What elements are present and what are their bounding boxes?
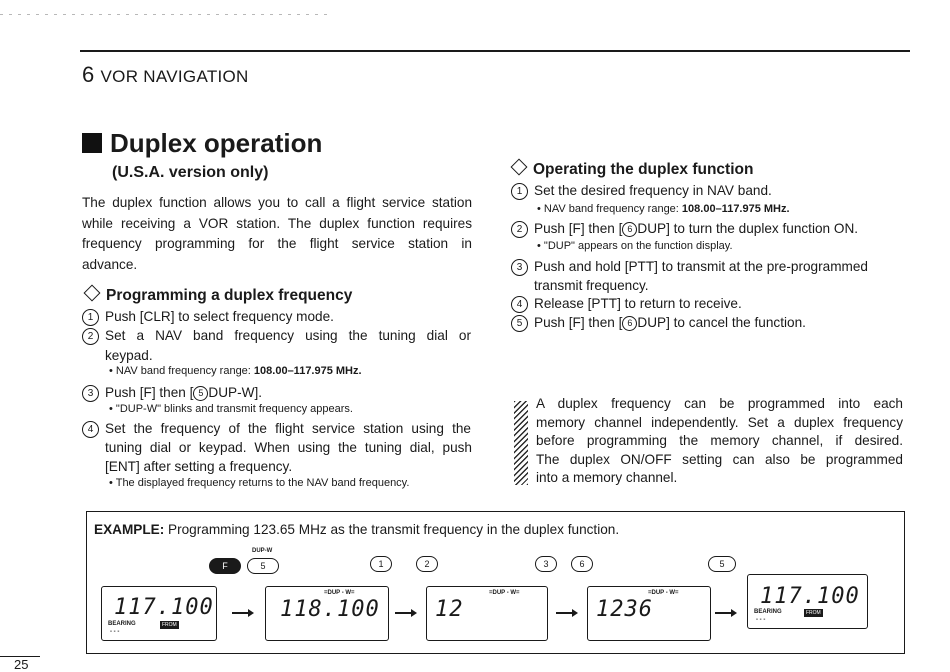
- key-3-icon: 3: [535, 556, 557, 572]
- chapter-number: 6: [82, 62, 95, 87]
- note-hatch-icon: [514, 401, 528, 485]
- section-title: Duplex operation: [82, 128, 322, 159]
- note-block: [514, 395, 904, 491]
- prog-step-4-sub: • The displayed frequency returns to the NAV band frequency.: [109, 477, 410, 489]
- key-5-icon: 5: [708, 556, 736, 572]
- lcd-display-3: =DUP - W= 12: [426, 586, 548, 641]
- programming-heading: Programming a duplex frequency: [82, 287, 352, 305]
- section-subtitle: (U.S.A. version only): [112, 164, 269, 181]
- op-step-2-sub: • "DUP" appears on the function display.: [537, 240, 733, 252]
- prog-step-4-cont: tuning dial or keypad. When using the tuning dial, push: [105, 440, 472, 455]
- example-caption: EXAMPLE: Programming 123.65 MHz as the transmit frequency in the duplex function.: [94, 522, 620, 537]
- operating-heading: Operating the duplex function: [509, 161, 753, 179]
- prog-step-2-sub: • NAV band frequency range: 108.00–117.975 MHz.: [109, 365, 362, 377]
- lcd-display-1: 117.100 BEARING - - - FROM: [101, 586, 217, 641]
- prog-step-3-sub: • "DUP-W" blinks and transmit frequency appears.: [109, 403, 353, 415]
- op-step-5: 5 Push [F] then [ 6 DUP] to cancel the function.: [511, 313, 806, 332]
- section-square-icon: [82, 133, 102, 153]
- op-step-2: 2 Push [F] then [ 6 DUP] to turn the duplex function ON.: [511, 219, 858, 238]
- key-1-icon: 1: [370, 556, 392, 572]
- arrow-icon: [556, 612, 576, 614]
- prog-step-2-cont: keypad.: [105, 348, 153, 363]
- lcd-display-5: 117.100 BEARING - - - FROM: [747, 574, 868, 629]
- arrow-icon: [395, 612, 415, 614]
- prog-step-3: 3 Push [F] then [ 5 DUP-W].: [82, 383, 262, 402]
- scan-noise: [0, 14, 330, 15]
- dupw-key-label: DUP-W: [252, 548, 273, 554]
- op-step-3: 3 Push and hold [PTT] to transmit at the pre-programmed: [511, 257, 868, 276]
- prog-step-4-cont2: [ENT] after setting a frequency.: [105, 459, 293, 474]
- page-number: 25: [14, 657, 29, 672]
- key-2-icon: 2: [416, 556, 438, 572]
- prog-step-2: 2 Set a NAV band frequency using the tuning dial or: [82, 326, 472, 345]
- prog-step-1: 1 Push [CLR] to select frequency mode.: [82, 307, 334, 326]
- key-5-icon: 5: [247, 558, 279, 574]
- diamond-icon: [511, 159, 528, 176]
- arrow-icon: [232, 612, 252, 614]
- op-step-3-cont: transmit frequency.: [534, 278, 649, 293]
- f-key-icon: F: [209, 558, 241, 574]
- op-step-4: 4 Release [PTT] to return to receive.: [511, 294, 742, 313]
- key-6-icon: 6: [571, 556, 593, 572]
- op-step-1: 1 Set the desired frequency in NAV band.: [511, 181, 772, 200]
- lcd-display-2: =DUP - W= 118.100: [265, 586, 389, 641]
- chapter-title: VOR NAVIGATION: [100, 67, 249, 86]
- arrow-icon: [715, 612, 735, 614]
- header-rule: [80, 50, 910, 52]
- lcd-display-4: =DUP - W= 1236: [587, 586, 711, 641]
- example-box: [86, 511, 905, 654]
- chapter-heading: [82, 62, 249, 88]
- intro-paragraph: The duplex function allows you to call a flight service station while receiving a VOR station. The duplex function requires frequency programming for the flight service station in advance.: [82, 195, 472, 272]
- note-text: A duplex frequency can be programmed into each memory channel independently. Set a duplex frequency before programming the memory channel, if desired. The duplex ON/OFF setting can also be programmed into a memory channel.: [536, 396, 903, 485]
- diamond-icon: [84, 285, 101, 302]
- prog-step-4: 4 Set the frequency of the flight service station using the: [82, 419, 472, 438]
- op-step-1-sub: • NAV band frequency range: 108.00–117.975 MHz.: [537, 203, 790, 215]
